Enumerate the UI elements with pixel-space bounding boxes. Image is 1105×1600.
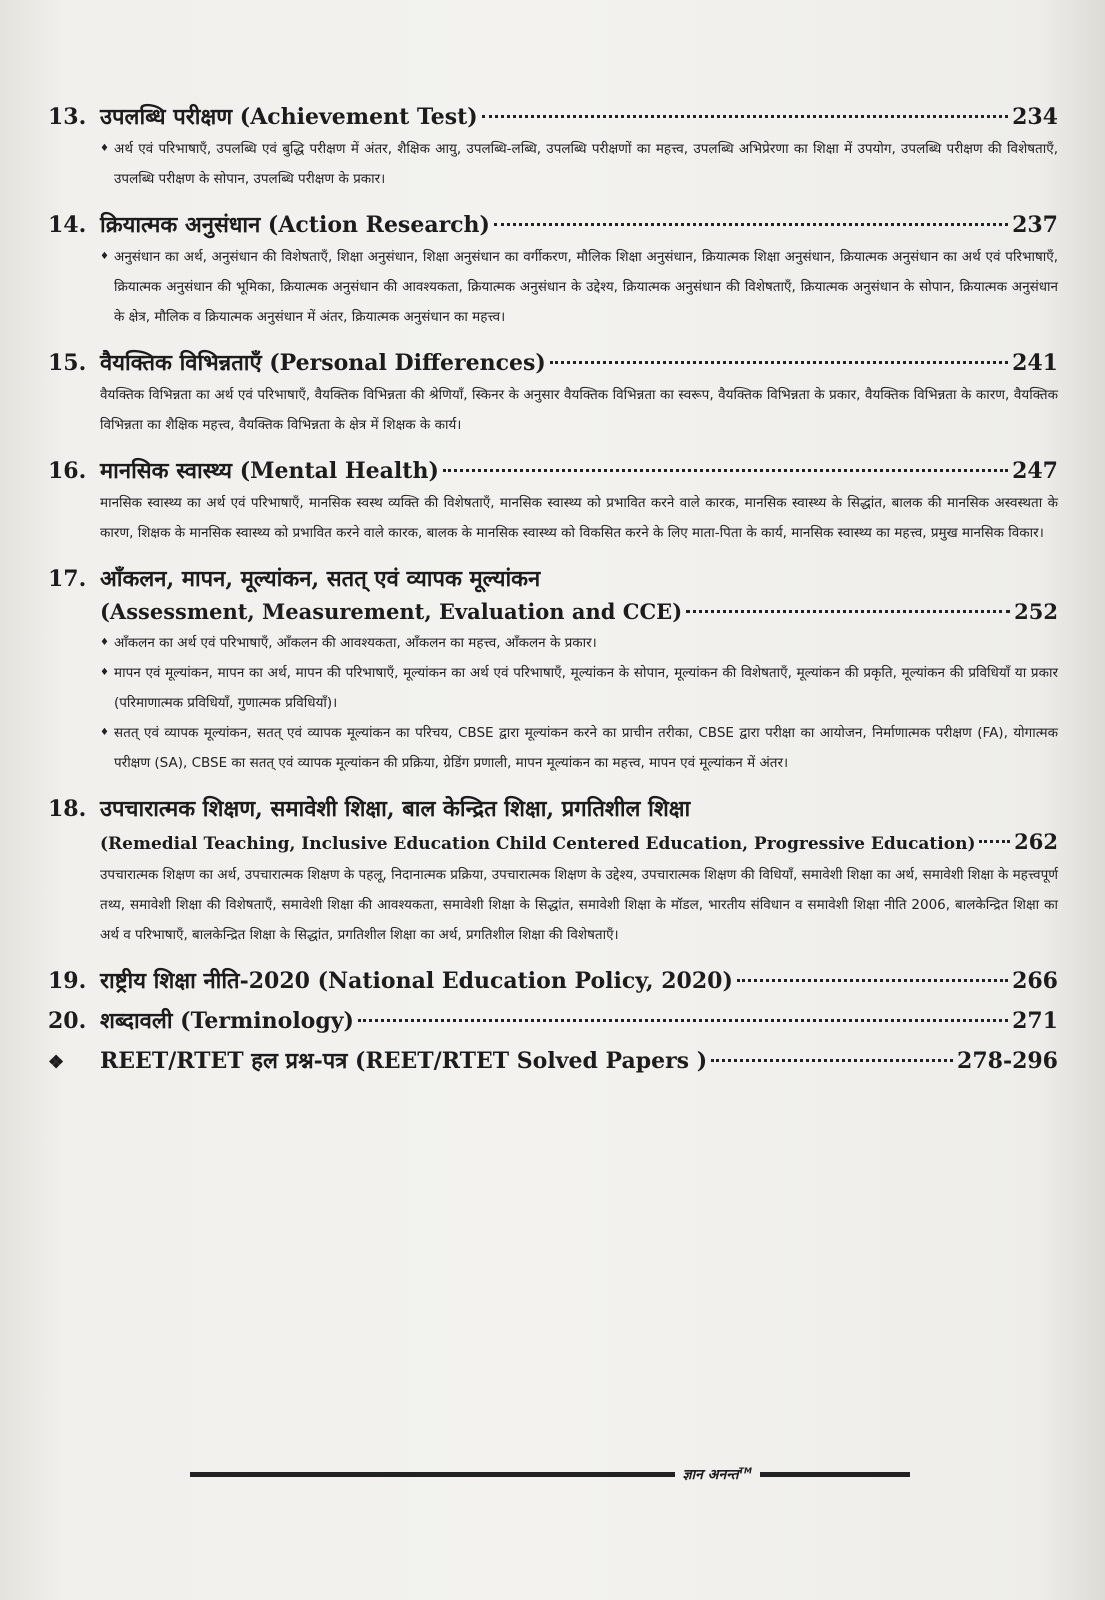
footer-rule-left [190,1472,675,1477]
toc-entry-18 [48,792,1058,950]
entry-number: 19. [48,968,87,994]
page-number: 237 [1012,212,1058,238]
entry-subheading [48,596,1058,628]
entry-description: वैयक्तिक विभिन्नता का अर्थ एवं परिभाषाएँ, वैयक्तिक विभिन्नता की श्रेणियाँ, स्किनर के अनुसार वैयक्तिक विभिन्नता का स्वरूप, वैयक्तिक विभिन्नता के प्रकार, वैयक्तिक विभिन्नता के कारण, वैयक्तिक विभिन्नता का शैक्षिक महत्त्व, वैयक्तिक विभिन्नता के क्षेत्र में शिक्षक के कार्य। [100,387,1058,433]
toc-entry-15 [48,346,1058,440]
dot-leader [550,360,1008,364]
entry-heading [48,346,1058,380]
entry-number: 15. [48,350,87,376]
topic-bullet: ♦ आँकलन का अर्थ एवं परिभाषाएँ, आँकलन की आवश्यकता, आँकलन का महत्त्व, आँकलन के प्रकार। [100,628,1058,658]
entry-description: उपचारात्मक शिक्षण का अर्थ, उपचारात्मक शिक्षण के पहलू, निदानात्मक प्रक्रिया, उपचारात्मक शिक्षण के उद्देश्य, उपचारात्मक शिक्षण की विधियाँ, समावेशी शिक्षा का अर्थ, समावेशी शिक्षा के महत्त्वपूर्ण तथ्य, समावेशी शिक्षा की विशेषताएँ, समावेशी शिक्षा की आवश्यकता, समावेशी शिक्षा के सिद्धांत, समावेशी शिक्षा के मॉडल, भारतीय संविधान व समावेशी शिक्षा नीति 2006, बालकेन्द्रित शिक्षा का अर्थ व परिभाषाएँ, बालकेन्द्रित शिक्षा के सिद्धांत, प्रगतिशील शिक्षा का अर्थ, प्रगतिशील शिक्षा की विशेषताएँ। [100,867,1058,943]
entry-heading [48,792,1058,826]
footer-rule-right [760,1472,910,1477]
entry-heading [48,208,1058,242]
page-number: 247 [1012,458,1058,484]
topic-bullet: ♦ अर्थ एवं परिभाषाएँ, उपलब्धि एवं बुद्धि परीक्षण में अंतर, शैक्षिक आयु, उपलब्धि-लब्धि, उपलब्धि परीक्षणों का महत्त्व, उपलब्धि अभिप्रेरणा का शिक्षा में उपयोग, उपलब्धि परीक्षण की विशेषताएँ, उपलब्धि परीक्षण के सोपान, उपलब्धि परीक्षण के प्रकार। [100,134,1058,194]
entry-title: आँकलन, मापन, मूल्यांकन, सतत् एवं व्यापक मूल्यांकन [100,566,541,592]
toc-entry-14 [48,208,1058,332]
entry-number: 13. [48,104,87,130]
entry-title: राष्ट्रीय शिक्षा नीति-2020 (National Education Policy, 2020) [100,968,733,994]
toc-entry-20 [48,1004,1058,1038]
dot-leader [737,978,1008,982]
table-of-contents [48,100,1058,1080]
entry-heading [48,100,1058,134]
toc-entry-solved-papers [48,1044,1058,1080]
dot-leader [711,1058,953,1062]
entry-heading [48,964,1058,998]
entry-title: शब्दावली (Terminology) [100,1008,354,1034]
dot-leader [443,468,1008,472]
dot-leader [482,114,1008,118]
page-footer [190,1462,910,1486]
publisher-logo: ज्ञान अनन्त™ [682,1465,752,1483]
entry-subtitle: (Assessment, Measurement, Evaluation and CCE) [100,599,683,624]
page-number: 252 [1014,599,1058,624]
toc-entry-16 [48,454,1058,548]
dot-leader [494,222,1008,226]
page-number: 241 [1012,350,1058,376]
dot-leader [358,1018,1008,1022]
toc-entry-17 [48,562,1058,778]
entry-title: क्रियात्मक अनुसंधान (Action Research) [100,212,490,238]
entry-subtitle: (Remedial Teaching, Inclusive Education Child Centered Education, Progressive Education) [100,834,976,854]
toc-entry-19 [48,964,1058,998]
entry-subheading [48,826,1058,860]
page-number: 234 [1012,104,1058,130]
entry-title: मानसिक स्वास्थ्य (Mental Health) [100,458,439,484]
entry-heading [48,454,1058,488]
dot-leader [686,609,1010,613]
entry-title: REET/RTET हल प्रश्न-पत्र (REET/RTET Solved Papers ) [100,1048,708,1074]
entry-number: 16. [48,458,87,484]
entry-heading [48,1004,1058,1038]
page-number: 278-296 [957,1048,1058,1074]
entry-description: मानसिक स्वास्थ्य का अर्थ एवं परिभाषाएँ, मानसिक स्वस्थ व्यक्ति की विशेषताएँ, मानसिक स्वास्थ्य को प्रभावित करने वाले कारक, मानसिक स्वास्थ्य के सिद्धांत, बालक की मानसिक अस्वस्थता के कारण, शिक्षक के मानसिक स्वास्थ्य को प्रभावित करने वाले कारक, बालक के मानसिक स्वास्थ्य को विकसित करने के लिए माता-पिता के कार्य, मानसिक स्वास्थ्य का महत्त्व, प्रमुख मानसिक विकार। [100,495,1058,541]
page-number: 262 [1014,829,1058,854]
topic-bullet: ♦ अनुसंधान का अर्थ, अनुसंधान की विशेषताएँ, शिक्षा अनुसंधान, शिक्षा अनुसंधान का वर्गीकरण, मौलिक शिक्षा अनुसंधान, क्रियात्मक शिक्षा अनुसंधान, क्रियात्मक अनुसंधान का अर्थ एवं परिभाषाएँ, क्रियात्मक अनुसंधान की भूमिका, क्रियात्मक अनुसंधान की आवश्यकता, क्रियात्मक अनुसंधान के उद्देश्य, क्रियात्मक अनुसंधान की विशेषताएँ, क्रियात्मक अनुसंधान के सोपान, क्रियात्मक अनुसंधान के क्षेत्र, मौलिक व क्रियात्मक अनुसंधान में अंतर, क्रियात्मक अनुसंधान का महत्त्व। [100,242,1058,332]
dot-leader [979,839,1010,843]
entry-title: उपलब्धि परीक्षण (Achievement Test) [100,104,478,130]
diamond-bullet-icon: ❖ [48,1052,65,1073]
entry-number: 20. [48,1008,87,1034]
entry-title: वैयक्तिक विभिन्नताएँ (Personal Differences) [100,350,546,376]
page-number: 266 [1012,968,1058,994]
entry-number: 14. [48,212,87,238]
topic-bullet: ♦ सतत् एवं व्यापक मूल्यांकन, सतत् एवं व्यापक मूल्यांकन का परिचय, CBSE द्वारा मूल्यांकन करने का प्राचीन तरीका, CBSE द्वारा परीक्षा का आयोजन, निर्माणात्मक परीक्षण (FA), योगात्मक परीक्षण (SA), CBSE का सतत् एवं व्यापक मूल्यांकन की प्रक्रिया, ग्रेडिंग प्रणाली, मापन मूल्यांकन का महत्त्व, मापन एवं मूल्यांकन में अंतर। [100,718,1058,778]
toc-entry-13 [48,100,1058,194]
entry-title: उपचारात्मक शिक्षण, समावेशी शिक्षा, बाल केन्द्रित शिक्षा, प्रगतिशील शिक्षा [100,796,691,822]
entry-number: 17. [48,566,87,592]
entry-number: 18. [48,796,87,822]
page-number: 271 [1012,1008,1058,1034]
entry-heading [48,562,1058,596]
topic-bullet: ♦ मापन एवं मूल्यांकन, मापन का अर्थ, मापन की परिभाषाएँ, मूल्यांकन का अर्थ एवं परिभाषाएँ, मूल्यांकन के सोपान, मूल्यांकन की विशेषताएँ, मूल्यांकन की प्रकृति, मूल्यांकन की प्रविधियाँ या प्रकार (परिमाणात्मक प्रविधियाँ, गुणात्मक प्रविधियाँ)। [100,658,1058,718]
